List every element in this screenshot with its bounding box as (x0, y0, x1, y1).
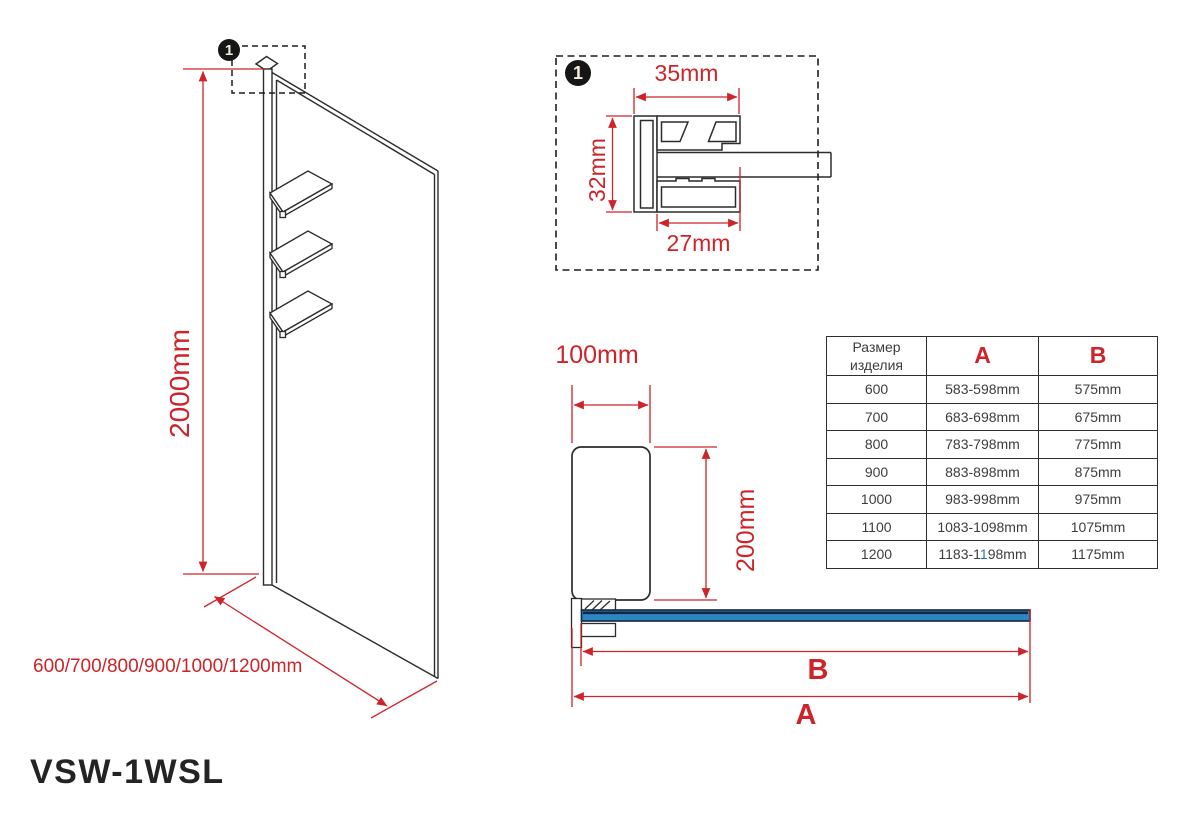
a-cell-segment: 1 (979, 546, 988, 563)
a-cell: 683-698mm (927, 403, 1039, 431)
b-cell: 1175mm (1039, 541, 1158, 569)
a-cell: 783-798mm (927, 431, 1039, 459)
column-a-header: A (927, 337, 1039, 376)
a-cell-segment: 1183-1 (938, 546, 980, 563)
glass-section (657, 153, 831, 178)
table-row (827, 458, 1158, 486)
size-cell: 800 (827, 431, 927, 459)
callout-1-detail: 1 (565, 60, 591, 86)
size-table (826, 336, 1158, 569)
a-cell: 883-898mm (927, 458, 1039, 486)
b-cell: 975mm (1039, 486, 1158, 514)
model-number: VSW-1WSL (30, 753, 225, 791)
plan-total-length-label: A (795, 699, 817, 731)
size-column-header (827, 337, 927, 376)
table-row (827, 513, 1158, 541)
b-cell: 575mm (1039, 376, 1158, 404)
column-b-header: B (1039, 337, 1158, 376)
size-cell: 700 (827, 403, 927, 431)
iso-glass-panel (256, 57, 438, 679)
table-header-row (827, 337, 1158, 376)
iso-height-dimension: 2000mm (164, 329, 195, 438)
shelf-3 (270, 291, 332, 338)
a-cell (927, 541, 1039, 569)
table-row (827, 376, 1158, 404)
callout-1-iso: 1 (218, 39, 240, 61)
a-cell: 983-998mm (927, 486, 1039, 514)
size-header-line2: изделия (850, 357, 903, 373)
plan-wall-profile (572, 599, 616, 648)
shelf-1 (270, 171, 332, 218)
a-cell: 583-598mm (927, 376, 1039, 404)
size-cell: 1200 (827, 541, 927, 569)
detail-top-dimension: 35mm (654, 60, 719, 86)
iso-width-options-dimension: 600/700/800/900/1000/1200mm (33, 656, 303, 677)
shelf-2 (270, 231, 332, 278)
plan-depth-dimension: 200mm (732, 488, 760, 572)
b-cell: 775mm (1039, 431, 1158, 459)
b-cell: 675mm (1039, 403, 1158, 431)
table-row (827, 431, 1158, 459)
iso-wall-profile (264, 69, 273, 585)
detail-side-dimension: 32mm (584, 138, 610, 202)
plan-width-dimension: 100mm (555, 341, 639, 369)
detail-bottom-dimension: 27mm (666, 230, 731, 256)
a-cell: 1083-1098mm (927, 513, 1039, 541)
plan-bracket-plate (572, 447, 650, 600)
b-cell: 1075mm (1039, 513, 1158, 541)
size-cell: 1000 (827, 486, 927, 514)
table-row (827, 403, 1158, 431)
plan-glass-length-label: B (807, 654, 829, 686)
b-cell: 875mm (1039, 458, 1158, 486)
a-cell-segment: 98mm (987, 546, 1027, 563)
size-cell: 1100 (827, 513, 927, 541)
size-cell: 600 (827, 376, 927, 404)
detail-profile-section (634, 116, 831, 212)
size-header-line1: Размер (852, 338, 901, 355)
size-cell: 900 (827, 458, 927, 486)
table-row (827, 541, 1158, 569)
table-row (827, 486, 1158, 514)
iso-dimension-lines (183, 69, 437, 718)
